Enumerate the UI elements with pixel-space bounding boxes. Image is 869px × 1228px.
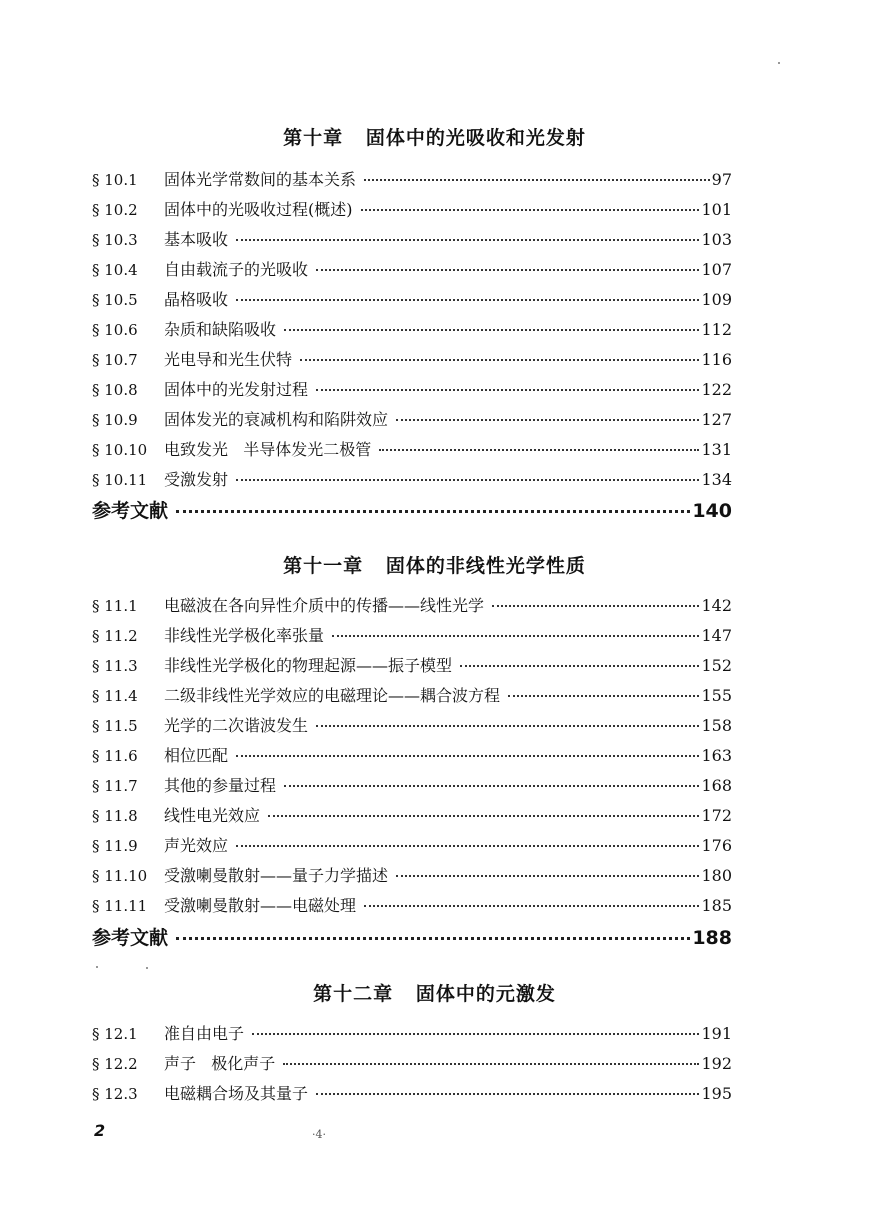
dot-leader bbox=[396, 419, 699, 421]
section-number: § 10.9 bbox=[92, 411, 138, 429]
section-title: 二级非线性光学效应的电磁理论——耦合波方程 bbox=[164, 686, 501, 705]
section-number: § 10.3 bbox=[92, 231, 138, 249]
scan-speck bbox=[778, 62, 780, 64]
section-title: 声子 极化声子 bbox=[164, 1054, 276, 1073]
section-title: 固体中的光吸收过程(概述) bbox=[164, 200, 353, 219]
section-number: § 12.2 bbox=[92, 1055, 138, 1073]
page-number: 152 bbox=[701, 656, 732, 675]
section-title: 线性电光效应 bbox=[164, 806, 261, 825]
page-number: 122 bbox=[701, 380, 732, 399]
dot-leader bbox=[284, 329, 699, 331]
page-number: 142 bbox=[701, 596, 732, 615]
section-title: 固体中的光发射过程 bbox=[164, 380, 309, 399]
toc-entry[interactable] bbox=[92, 654, 732, 678]
page-number: 147 bbox=[701, 626, 732, 645]
section-title: 电致发光 半导体发光二极管 bbox=[164, 440, 372, 459]
section-title: 光电导和光生伏特 bbox=[164, 350, 293, 369]
dot-leader bbox=[364, 905, 699, 907]
section-title: 非线性光学极化的物理起源——振子模型 bbox=[164, 656, 453, 675]
dot-leader bbox=[316, 725, 699, 727]
dot-leader bbox=[332, 635, 699, 637]
section-number: § 10.4 bbox=[92, 261, 138, 279]
toc-entry[interactable] bbox=[92, 378, 732, 402]
section-title: 其他的参量过程 bbox=[164, 776, 277, 795]
dot-leader bbox=[316, 389, 699, 391]
section-number: § 12.3 bbox=[92, 1085, 138, 1103]
dot-leader bbox=[316, 269, 699, 271]
page-number: 116 bbox=[701, 350, 732, 369]
page-number: 192 bbox=[701, 1054, 732, 1073]
dot-leader bbox=[236, 299, 699, 301]
toc-entry[interactable] bbox=[92, 684, 732, 708]
section-number: § 12.1 bbox=[92, 1025, 138, 1043]
toc-entry[interactable] bbox=[92, 348, 732, 372]
page-number: 134 bbox=[701, 470, 732, 489]
section-number: § 10.6 bbox=[92, 321, 138, 339]
chapter-10-title: 第十章 固体中的光吸收和光发射 bbox=[283, 127, 586, 149]
dot-leader bbox=[236, 479, 699, 481]
section-title: 电磁耦合场及其量子 bbox=[164, 1084, 309, 1103]
references-title: 参考文献 bbox=[92, 927, 169, 949]
section-number: § 10.5 bbox=[92, 291, 138, 309]
section-number: § 10.10 bbox=[92, 441, 148, 459]
section-number: § 11.1 bbox=[92, 597, 138, 615]
page-number: 107 bbox=[701, 260, 732, 279]
dot-leader bbox=[364, 179, 710, 181]
scan-speck bbox=[146, 967, 148, 969]
page-number: 101 bbox=[701, 200, 732, 219]
dot-leader bbox=[284, 785, 699, 787]
chapter-11-title: 第十一章 固体的非线性光学性质 bbox=[283, 555, 586, 577]
page-number: 188 bbox=[692, 927, 732, 949]
section-title: 晶格吸收 bbox=[164, 290, 229, 309]
toc-entry[interactable] bbox=[92, 1052, 732, 1076]
page-number: 180 bbox=[701, 866, 732, 885]
section-number: § 11.6 bbox=[92, 747, 138, 765]
page-number: 168 bbox=[701, 776, 732, 795]
section-title: 受激喇曼散射——量子力学描述 bbox=[164, 866, 389, 885]
section-number: § 10.1 bbox=[92, 171, 138, 189]
section-number: § 10.7 bbox=[92, 351, 138, 369]
dot-leader bbox=[283, 1063, 699, 1065]
page-number: 131 bbox=[701, 440, 732, 459]
toc-entry[interactable] bbox=[92, 594, 732, 618]
scan-speck bbox=[96, 966, 98, 968]
section-number: § 11.4 bbox=[92, 687, 138, 705]
section-number: § 11.10 bbox=[92, 867, 148, 885]
page-number: 140 bbox=[692, 500, 732, 522]
toc-entry[interactable] bbox=[92, 438, 732, 462]
section-number: § 11.11 bbox=[92, 897, 148, 915]
section-number: § 11.9 bbox=[92, 837, 138, 855]
toc-entry[interactable] bbox=[92, 864, 732, 888]
dot-leader bbox=[396, 875, 699, 877]
section-title: 电磁波在各向异性介质中的传播——线性光学 bbox=[164, 596, 485, 615]
page-number: 185 bbox=[701, 896, 732, 915]
dot-leader bbox=[268, 815, 699, 817]
section-title: 固体光学常数间的基本关系 bbox=[164, 170, 357, 189]
chapter-12-title: 第十二章 固体中的元激发 bbox=[313, 983, 556, 1005]
toc-entry[interactable] bbox=[92, 834, 732, 858]
toc-entry[interactable] bbox=[92, 168, 732, 192]
footer-page-number: 2 bbox=[94, 1121, 106, 1140]
toc-entry[interactable] bbox=[92, 624, 732, 648]
section-number: § 11.8 bbox=[92, 807, 138, 825]
section-title: 基本吸收 bbox=[164, 230, 229, 249]
dot-leader bbox=[176, 510, 690, 513]
page-number: 158 bbox=[701, 716, 732, 735]
toc-entry[interactable] bbox=[92, 258, 732, 282]
page-number: 97 bbox=[711, 170, 732, 189]
dot-leader bbox=[252, 1033, 699, 1035]
page-number: 127 bbox=[701, 410, 732, 429]
section-number: § 11.2 bbox=[92, 627, 138, 645]
toc-entry[interactable] bbox=[92, 744, 732, 768]
toc-entry[interactable] bbox=[92, 288, 732, 312]
section-number: § 11.5 bbox=[92, 717, 138, 735]
section-title: 声光效应 bbox=[164, 836, 229, 855]
references-title: 参考文献 bbox=[92, 500, 169, 522]
page-number: 112 bbox=[701, 320, 732, 339]
toc-entry[interactable] bbox=[92, 804, 732, 828]
page-number: 176 bbox=[701, 836, 732, 855]
section-title: 受激喇曼散射——电磁处理 bbox=[164, 896, 357, 915]
references-entry[interactable] bbox=[92, 926, 732, 950]
toc-entry[interactable] bbox=[92, 228, 732, 252]
dot-leader bbox=[492, 605, 699, 607]
section-title: 自由载流子的光吸收 bbox=[164, 260, 309, 279]
toc-entry[interactable] bbox=[92, 774, 732, 798]
dot-leader bbox=[379, 449, 699, 451]
section-number: § 10.8 bbox=[92, 381, 138, 399]
toc-entry[interactable] bbox=[92, 408, 732, 432]
section-number: § 10.11 bbox=[92, 471, 148, 489]
dot-leader bbox=[361, 209, 700, 211]
dot-leader bbox=[316, 1093, 699, 1095]
dot-leader bbox=[508, 695, 699, 697]
toc-entry[interactable] bbox=[92, 318, 732, 342]
section-title: 固体发光的衰减机构和陷阱效应 bbox=[164, 410, 389, 429]
dot-leader bbox=[236, 845, 699, 847]
section-title: 非线性光学极化率张量 bbox=[164, 626, 325, 645]
toc-entry[interactable] bbox=[92, 1022, 732, 1046]
section-number: § 11.3 bbox=[92, 657, 138, 675]
dot-leader bbox=[236, 755, 699, 757]
section-title: 准自由电子 bbox=[164, 1024, 245, 1043]
page-number: 172 bbox=[701, 806, 732, 825]
page-number: 195 bbox=[701, 1084, 732, 1103]
toc-entry[interactable] bbox=[92, 198, 732, 222]
dot-leader bbox=[236, 239, 699, 241]
page-number: 155 bbox=[701, 686, 732, 705]
toc-entry[interactable] bbox=[92, 1082, 732, 1106]
footer-mark: ·4· bbox=[312, 1128, 326, 1141]
references-entry[interactable] bbox=[92, 499, 732, 523]
page-number: 109 bbox=[701, 290, 732, 309]
section-number: § 10.2 bbox=[92, 201, 138, 219]
section-title: 受激发射 bbox=[164, 470, 229, 489]
toc-entry[interactable] bbox=[92, 894, 732, 918]
page-number: 103 bbox=[701, 230, 732, 249]
page-number: 163 bbox=[701, 746, 732, 765]
dot-leader bbox=[176, 937, 690, 940]
section-number: § 11.7 bbox=[92, 777, 138, 795]
page-number: 191 bbox=[701, 1024, 732, 1043]
section-title: 杂质和缺陷吸收 bbox=[164, 320, 277, 339]
dot-leader bbox=[460, 665, 699, 667]
section-title: 光学的二次谐波发生 bbox=[164, 716, 309, 735]
section-title: 相位匹配 bbox=[164, 746, 229, 765]
toc-entry[interactable] bbox=[92, 714, 732, 738]
toc-entry[interactable] bbox=[92, 468, 732, 492]
dot-leader bbox=[300, 359, 699, 361]
